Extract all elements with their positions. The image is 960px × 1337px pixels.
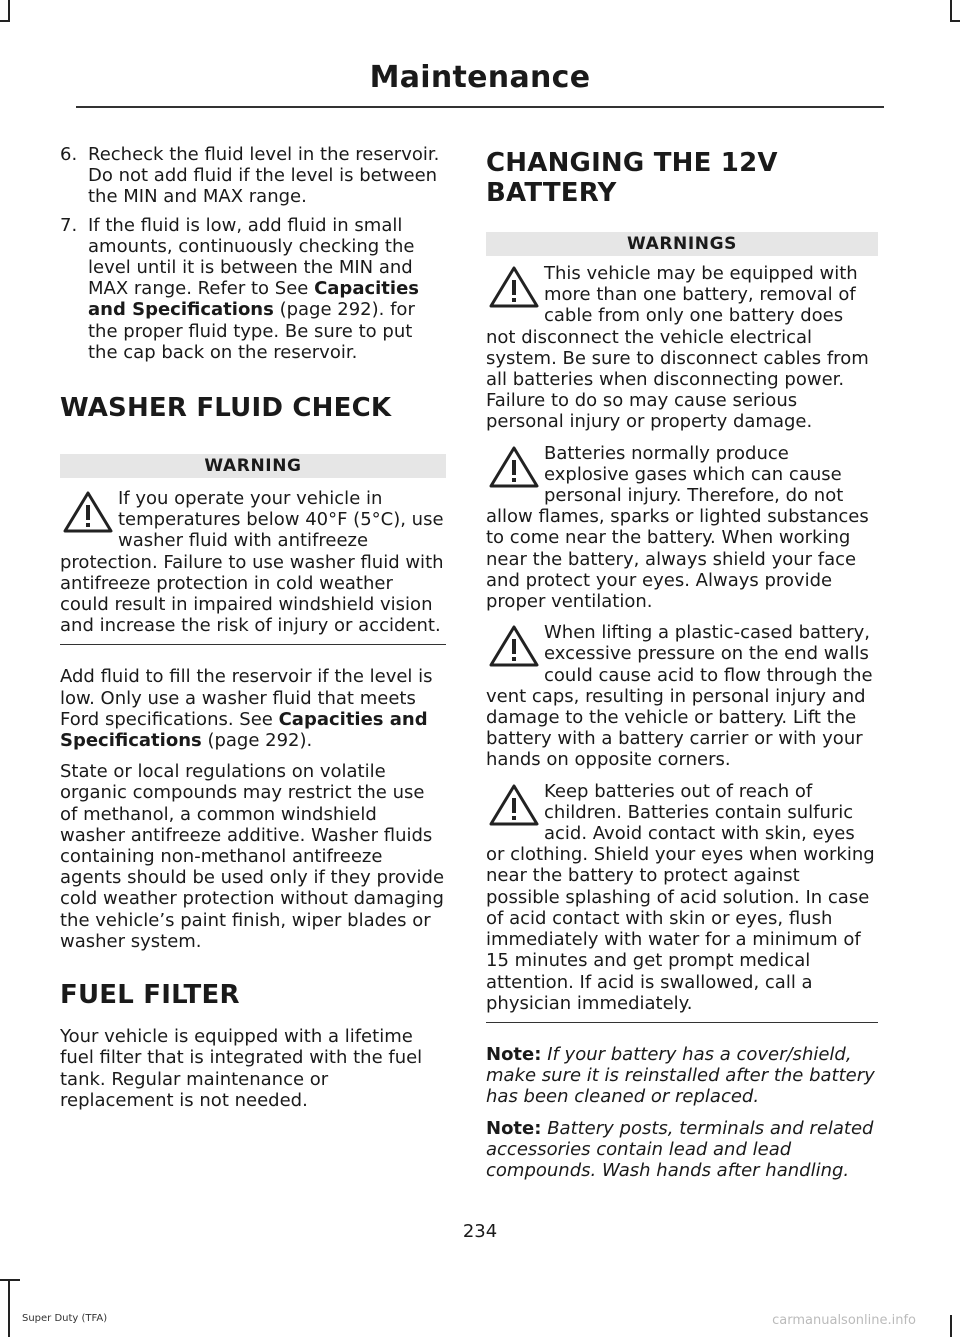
crop-mark xyxy=(8,1281,10,1337)
note-label: Note: xyxy=(486,1043,542,1065)
warning-block xyxy=(486,781,878,1014)
note xyxy=(486,1118,878,1182)
crop-mark xyxy=(0,1279,20,1281)
step-number: 7. xyxy=(60,214,78,236)
section-heading-battery: CHANGING THE 12V BATTERY xyxy=(486,148,778,208)
crop-mark xyxy=(8,0,10,22)
paragraph: Your vehicle is equipped with a lifetime fuel filter that is integrated with the fuel tank. Regular maintenance or replacement is not needed. xyxy=(60,1026,423,1111)
page-title: Maintenance xyxy=(369,60,591,95)
right-column xyxy=(486,144,878,1181)
warning-text: If you operate your vehicle in temperatures below 40°F (5°C), use washer fluid with antifreeze protection. Failure to use washer fluid with antifreeze protection in cold weather could result in impaired windshield vision and increase the risk of injury or accident. xyxy=(60,488,444,637)
header-divider xyxy=(76,106,884,108)
warning-block xyxy=(486,622,878,770)
warning-block xyxy=(60,488,446,636)
step-text-part: (page 292). for the proper fluid type. Be sure to put the cap back on the reservoir. xyxy=(88,299,415,363)
warning-text: Keep batteries out of reach of children. Batteries contain sulfuric acid. Avoid contact with skin, eyes or clothing. Shield your eyes when working near the battery to protect against possible splashing of acid solution. In case of acid contact with skin or eyes, flush immediately with water for a minimum of 15 minutes and get prompt medical attention. If acid is swallowed, call a physician immediately. xyxy=(486,780,875,1014)
warning-text: This vehicle may be equipped with more than one battery, removal of cable from only one battery does not disconnect the vehicle electrical system. Be sure to disconnect cables from all batteries when disconnecting power. Failure to do so may cause serious personal injury or property damage. xyxy=(486,263,869,433)
warning-triangle-icon xyxy=(488,624,540,668)
note xyxy=(486,1044,878,1108)
watermark: carmanualsonline.info xyxy=(772,1313,916,1328)
divider xyxy=(60,644,446,645)
step-text: Recheck the fluid level in the reservoir. Do not add fluid if the level is between the MIN and MAX range. xyxy=(88,144,440,208)
section-heading-fuel: FUEL FILTER xyxy=(60,980,240,1011)
warning-text: When lifting a plastic-cased battery, excessive pressure on the end walls could cause acid to flow through the vent caps, resulting in personal injury and damage to the vehicle or battery. Lift the battery with a battery carrier or with your hands on opposite corners. xyxy=(486,622,873,771)
paragraph: State or local regulations on volatile organic compounds may restrict the use of methanol, a common windshield washer antifreeze additive. Washer fluids containing non-methanol antifreeze agents should be used only if they provide cold weather protection without damaging the vehicle’s paint finish, wiper blades or washer system. xyxy=(60,761,445,952)
warning-triangle-icon xyxy=(62,490,114,534)
warning-triangle-icon xyxy=(488,265,540,309)
crop-mark xyxy=(950,0,952,22)
crop-mark xyxy=(0,20,10,22)
page-number: 234 xyxy=(462,1221,498,1242)
step-text xyxy=(88,215,446,363)
step-text-part: If the fluid is low, add fluid in small amounts, continuously checking the level until it is between the MIN and MAX range. Refer to See xyxy=(88,214,415,300)
crop-mark xyxy=(950,20,960,22)
divider xyxy=(486,1022,878,1023)
warning-block xyxy=(486,263,878,433)
list-item xyxy=(60,144,446,208)
warning-triangle-icon xyxy=(488,783,540,827)
paragraph-text: (page 292). xyxy=(201,730,313,752)
footer-text: Super Duty (TFA) xyxy=(22,1313,108,1324)
warning-text: Batteries normally produce explosive gases which can cause personal injury. Therefore, do not allow flames, sparks or lighted substances to come near the battery. When working near the battery, always shield your face and protect your eyes. Always provide proper ventilation. xyxy=(486,442,869,613)
left-column xyxy=(60,144,446,1111)
crop-mark xyxy=(950,1315,952,1337)
cross-reference-link[interactable]: Capacities and Specifications xyxy=(60,708,428,752)
note-text: Battery posts, terminals and related accessories contain lead and lead compounds. Wash hands after handling. xyxy=(486,1117,874,1181)
list-item xyxy=(60,215,446,363)
warning-block xyxy=(486,443,878,613)
warning-triangle-icon xyxy=(488,445,540,489)
note-label: Note: xyxy=(486,1117,542,1139)
paragraph xyxy=(60,666,446,751)
warning-header: WARNING xyxy=(60,454,446,478)
step-number: 6. xyxy=(60,144,78,165)
paragraph-text: Add fluid to fill the reservoir if the level is low. Only use a washer fluid that meets Ford specifications. See xyxy=(60,666,433,730)
note-text: If your battery has a cover/shield, make sure it is reinstalled after the battery has been cleaned or replaced. xyxy=(486,1043,875,1108)
warnings-header: WARNINGS xyxy=(486,232,878,256)
section-heading-washer: WASHER FLUID CHECK xyxy=(60,393,392,424)
cross-reference-link[interactable]: Capacities and Specifications xyxy=(88,278,420,321)
